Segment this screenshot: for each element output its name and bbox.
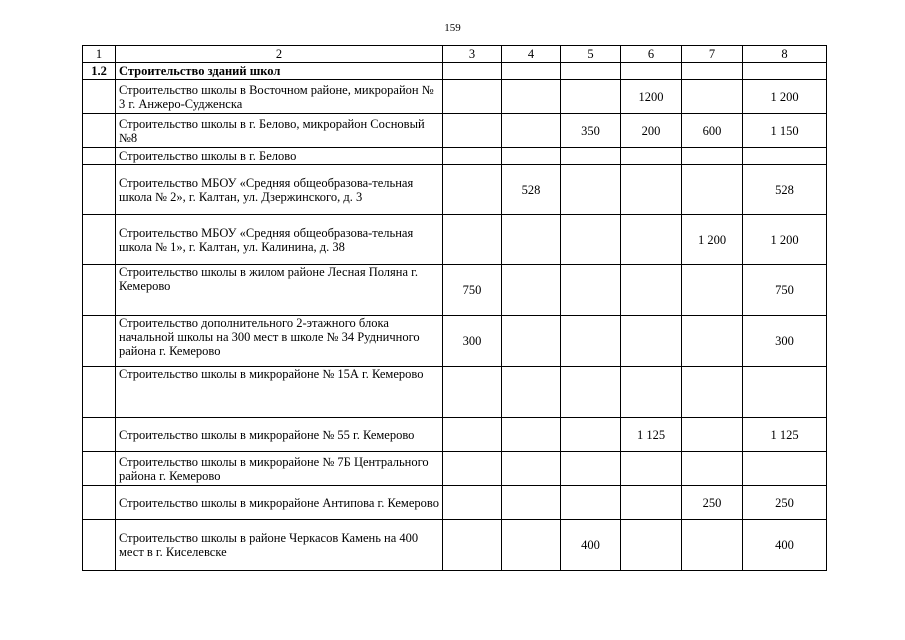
table-row [83, 418, 827, 452]
row-number-cell [83, 520, 116, 571]
value-cell-c8: 1 200 [743, 215, 827, 265]
row-number-cell [83, 265, 116, 316]
row-number-cell [83, 215, 116, 265]
value-cell-c7 [682, 316, 743, 367]
value-cell-c7 [682, 367, 743, 418]
row-number-cell [83, 316, 116, 367]
row-name-cell: Строительство МБОУ «Средняя общеобразова-тельная школа № 1», г. Калтан, ул. Калинина, д. 38 [116, 215, 443, 265]
table-row [83, 265, 827, 316]
value-cell-c7 [682, 80, 743, 114]
value-cell-c4 [502, 520, 561, 571]
value-cell-c6 [621, 165, 682, 215]
row-number-cell [83, 80, 116, 114]
value-cell-c3 [443, 452, 502, 486]
row-name-cell: Строительство школы в г. Белово, микрорайон Сосновый №8 [116, 114, 443, 148]
header-cell: 3 [443, 46, 502, 63]
value-cell-c6: 200 [621, 114, 682, 148]
header-cell: 2 [116, 46, 443, 63]
value-cell-c3 [443, 520, 502, 571]
value-cell-c6 [621, 316, 682, 367]
row-name-cell: Строительство школы в микрорайоне Антипова г. Кемерово [116, 486, 443, 520]
value-cell-c6 [621, 265, 682, 316]
value-cell-c4 [502, 486, 561, 520]
row-name-cell: Строительство дополнительного 2-этажного блока начальной школы на 300 мест в школе № 34 Рудничного района г. Кемерово [116, 316, 443, 367]
value-cell-c5 [561, 486, 621, 520]
table-row [83, 80, 827, 114]
row-name-cell: Строительство школы в жилом районе Лесная Поляна г. Кемерово [116, 265, 443, 316]
value-cell-c3: 750 [443, 265, 502, 316]
value-cell-c3: 300 [443, 316, 502, 367]
value-cell-c3 [443, 114, 502, 148]
value-cell-c6 [621, 452, 682, 486]
value-cell-c3 [443, 215, 502, 265]
value-cell-c8: 1 125 [743, 418, 827, 452]
row-name-cell: Строительство школы в микрорайоне № 55 г. Кемерово [116, 418, 443, 452]
header-cell: 5 [561, 46, 621, 63]
value-cell-c3 [443, 367, 502, 418]
table-row [83, 148, 827, 165]
value-cell-c8: 300 [743, 316, 827, 367]
value-cell-c5 [561, 367, 621, 418]
row-name-cell: Строительство школы в районе Черкасов Камень на 400 мест в г. Киселевске [116, 520, 443, 571]
value-cell-c6 [621, 148, 682, 165]
value-cell-c7 [682, 418, 743, 452]
row-number-cell [83, 418, 116, 452]
row-number-cell [83, 114, 116, 148]
value-cell-c7 [682, 265, 743, 316]
value-cell-c8 [743, 148, 827, 165]
value-cell-c7 [682, 165, 743, 215]
row-number-cell [83, 165, 116, 215]
row-name-cell: Строительство школы в Восточном районе, микрорайон № 3 г. Анжеро-Судженска [116, 80, 443, 114]
table-row [83, 486, 827, 520]
table-row [83, 114, 827, 148]
value-cell-c5 [561, 316, 621, 367]
table-row [83, 520, 827, 571]
value-cell-c4 [502, 148, 561, 165]
value-cell-c4 [502, 265, 561, 316]
value-cell-c8: 400 [743, 520, 827, 571]
value-cell-c7 [682, 520, 743, 571]
header-cell: 6 [621, 46, 682, 63]
value-cell-c4 [502, 114, 561, 148]
value-cell-c4 [502, 418, 561, 452]
value-cell-c5 [561, 80, 621, 114]
row-number-cell [83, 486, 116, 520]
value-cell-c8: 1 200 [743, 80, 827, 114]
value-cell-c7: 600 [682, 114, 743, 148]
page-number: 159 [444, 22, 461, 34]
data-table [82, 45, 827, 571]
value-cell-c7: 250 [682, 486, 743, 520]
value-cell-c5: 350 [561, 114, 621, 148]
value-cell-c5: 400 [561, 520, 621, 571]
value-cell-c3 [443, 486, 502, 520]
value-cell-c3 [443, 148, 502, 165]
value-cell-c6 [621, 215, 682, 265]
value-cell-c8 [743, 452, 827, 486]
value-cell-c4 [502, 316, 561, 367]
value-cell-c5 [561, 452, 621, 486]
value-cell-c7: 1 200 [682, 215, 743, 265]
table-row [83, 452, 827, 486]
row-name-cell: Строительство школы в микрорайоне № 15А г. Кемерово [116, 367, 443, 418]
value-cell-c4 [502, 80, 561, 114]
table-row [83, 165, 827, 215]
value-cell-c6 [621, 520, 682, 571]
table-row [83, 367, 827, 418]
row-number-cell [83, 452, 116, 486]
value-cell-c4 [502, 367, 561, 418]
row-number-cell [83, 367, 116, 418]
value-cell-c4 [502, 452, 561, 486]
header-cell: 1 [83, 46, 116, 63]
value-cell-c8: 528 [743, 165, 827, 215]
value-cell-c6 [621, 486, 682, 520]
value-cell-c8 [743, 367, 827, 418]
value-cell-c7 [682, 148, 743, 165]
row-name-cell: Строительство школы в микрорайоне № 7Б Центрального района г. Кемерово [116, 452, 443, 486]
row-number-cell [83, 148, 116, 165]
section-number: 1.2 [83, 63, 116, 80]
table-row [83, 316, 827, 367]
value-cell-c5 [561, 215, 621, 265]
value-cell-c6: 1 125 [621, 418, 682, 452]
value-cell-c3 [443, 165, 502, 215]
row-name-cell: Строительство школы в г. Белово [116, 148, 443, 165]
value-cell-c3 [443, 80, 502, 114]
value-cell-c6: 1200 [621, 80, 682, 114]
value-cell-c7 [682, 452, 743, 486]
value-cell-c4: 528 [502, 165, 561, 215]
row-name-cell: Строительство МБОУ «Средняя общеобразова-тельная школа № 2», г. Калтан, ул. Дзержинского, д. 3 [116, 165, 443, 215]
value-cell-c5 [561, 418, 621, 452]
header-cell: 7 [682, 46, 743, 63]
value-cell-c5 [561, 148, 621, 165]
section-row [83, 63, 827, 80]
value-cell-c8: 250 [743, 486, 827, 520]
value-cell-c8: 750 [743, 265, 827, 316]
value-cell-c3 [443, 418, 502, 452]
value-cell-c8: 1 150 [743, 114, 827, 148]
header-cell: 4 [502, 46, 561, 63]
section-title: Строительство зданий школ [116, 63, 443, 80]
header-row [83, 46, 827, 63]
value-cell-c5 [561, 265, 621, 316]
value-cell-c4 [502, 215, 561, 265]
header-cell: 8 [743, 46, 827, 63]
value-cell-c6 [621, 367, 682, 418]
table-row [83, 215, 827, 265]
value-cell-c5 [561, 165, 621, 215]
